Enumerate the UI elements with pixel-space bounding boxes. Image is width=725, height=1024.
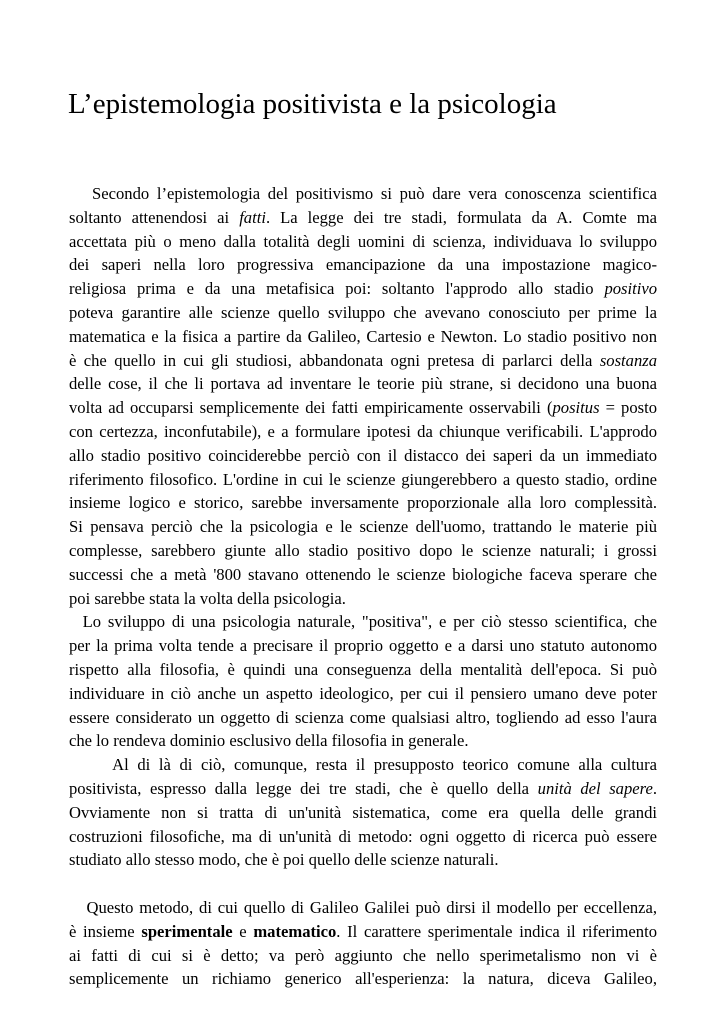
text-line	[69, 729, 657, 753]
text-line	[69, 420, 657, 444]
italic-term: fatti	[239, 207, 266, 227]
text-line	[69, 587, 657, 611]
text-run: accettata più o meno dalla totalità degli uomini di scienza, individuava lo sviluppo	[69, 231, 657, 251]
text-line	[69, 682, 657, 706]
text-line	[69, 706, 657, 730]
text-run: .	[652, 778, 657, 798]
paragraph-gap	[69, 872, 657, 896]
text-run: successi che a metà '800 stavano ottenendo le scienze biologiche faceva sperare che	[69, 564, 657, 584]
text-line	[69, 944, 657, 968]
text-line	[69, 777, 657, 801]
text-line	[69, 349, 657, 373]
text-line	[69, 967, 657, 991]
text-run: positivista, espresso dalla legge dei tre stadi, che è quello della	[69, 778, 538, 798]
text-run: allo stadio positivo coinciderebbe perciò con il distacco dei saperi da un immediato	[69, 445, 657, 465]
text-line	[69, 444, 657, 468]
text-run: Secondo l’epistemologia del positivismo si può dare vera conoscenza scientifica	[69, 184, 657, 203]
text-line	[69, 658, 657, 682]
text-line	[69, 539, 657, 563]
body-text	[69, 182, 657, 991]
text-run: costruzioni filosofiche, ma di un'unità di metodo: ogni oggetto di ricerca può essere	[69, 826, 657, 846]
text-run: religiosa prima e da una metafisica poi: soltanto l'approdo allo stadio	[69, 279, 605, 299]
text-run: = posto	[599, 398, 657, 418]
text-line	[69, 468, 657, 492]
text-line	[69, 301, 657, 325]
text-line	[69, 753, 657, 777]
text-run: poi sarebbe stata la volta della psicologia.	[69, 588, 346, 608]
text-line	[69, 372, 657, 396]
text-line	[69, 206, 657, 230]
text-run: Si pensava perciò che la psicologia e le scienze dell'uomo, trattando le materie più	[69, 517, 657, 537]
text-run: essere considerato un oggetto di scienza come qualsiasi altro, togliendo ad esso l'aura	[69, 707, 657, 727]
text-line	[69, 253, 657, 277]
text-run: poteva garantire alle scienze quello sviluppo che avevano conosciuto per prime la	[69, 302, 657, 322]
text-line	[69, 515, 657, 539]
italic-term: sostanza	[599, 350, 657, 370]
text-run: . Il carattere sperimentale indica il riferimento	[336, 921, 657, 941]
page-title: L’epistemologia positivista e la psicologia	[68, 88, 557, 120]
text-line	[69, 825, 657, 849]
text-run: insieme logico e storico, sarebbe inversamente proporzionale alla loro complessità.	[69, 493, 657, 513]
text-run: rispetto alla filosofia, è quindi una conseguenza della mentalità dell'epoca. Si può	[69, 659, 657, 679]
text-run: dei saperi nella loro progressiva emancipazione da una impostazione magico-	[69, 255, 657, 275]
text-line	[69, 920, 657, 944]
text-line	[69, 634, 657, 658]
text-run: matematica e la fisica a partire da Galileo, Cartesio e Newton. Lo stadio positivo non	[69, 326, 657, 346]
text-run: è che quello in cui gli studiosi, abbandonata ogni pretesa di parlarci della	[69, 350, 600, 370]
text-run: semplicemente un richiamo generico all'esperienza: la natura, diceva Galileo,	[69, 969, 657, 989]
text-line	[69, 277, 657, 301]
text-line	[69, 610, 657, 634]
text-run: ai fatti di cui si è detto; va però aggiunto che nello sperimetalismo non vi è	[69, 945, 657, 965]
text-run: complesse, sarebbero giunte allo stadio positivo dopo le scienze naturali; i grossi	[69, 540, 657, 560]
text-run: Ovviamente non si tratta di un'unità sistematica, come era quella delle grandi	[69, 802, 657, 822]
text-line	[69, 563, 657, 587]
text-run: Questo metodo, di cui quello di Galileo Galilei può dirsi il modello per eccellenza,	[69, 897, 657, 917]
text-run: e	[232, 921, 254, 941]
text-line	[69, 325, 657, 349]
italic-term: positivo	[604, 279, 657, 299]
text-run: Al di là di ciò, comunque, resta il presupposto teorico comune alla cultura	[69, 755, 657, 775]
text-run: delle cose, il che li portava ad inventare le teorie più strane, si decidono una buona	[69, 374, 657, 394]
text-line	[69, 182, 657, 206]
text-run: studiato allo stesso modo, che è poi quello delle scienze naturali.	[69, 850, 499, 870]
text-run: con certezza, inconfutabile), e a formulare ipotesi da chiunque verificabili. L'approdo	[69, 421, 657, 441]
text-line	[69, 230, 657, 254]
text-run: individuare in ciò anche un aspetto ideologico, per cui il pensiero umano deve poter	[69, 683, 657, 703]
bold-term: sperimentale	[141, 921, 233, 941]
text-line	[69, 396, 657, 420]
text-run: . La legge dei tre stadi, formulata da A. Comte ma	[265, 207, 657, 227]
text-run: volta ad occuparsi semplicemente dei fatti empiricamente osservabili (	[69, 398, 553, 418]
italic-term: unità del sapere	[537, 778, 653, 798]
text-run: che lo rendeva dominio esclusivo della filosofia in generale.	[69, 731, 469, 751]
text-run: è insieme	[69, 921, 142, 941]
text-run: soltanto attenendosi ai	[69, 207, 240, 227]
text-line	[69, 491, 657, 515]
text-line	[69, 848, 657, 872]
text-run: per la prima volta tende a precisare il proprio oggetto e a darsi uno statuto autonomo	[69, 636, 657, 656]
bold-term: matematico	[253, 921, 337, 941]
text-line	[69, 801, 657, 825]
text-run: Lo sviluppo di una psicologia naturale, "positiva", e per ciò stesso scientifica, che	[69, 612, 657, 632]
text-line	[69, 896, 657, 920]
text-run: riferimento filosofico. L'ordine in cui le scienze giungerebbero a questo stadio, ordine	[69, 469, 657, 489]
italic-term: positus	[552, 398, 600, 418]
